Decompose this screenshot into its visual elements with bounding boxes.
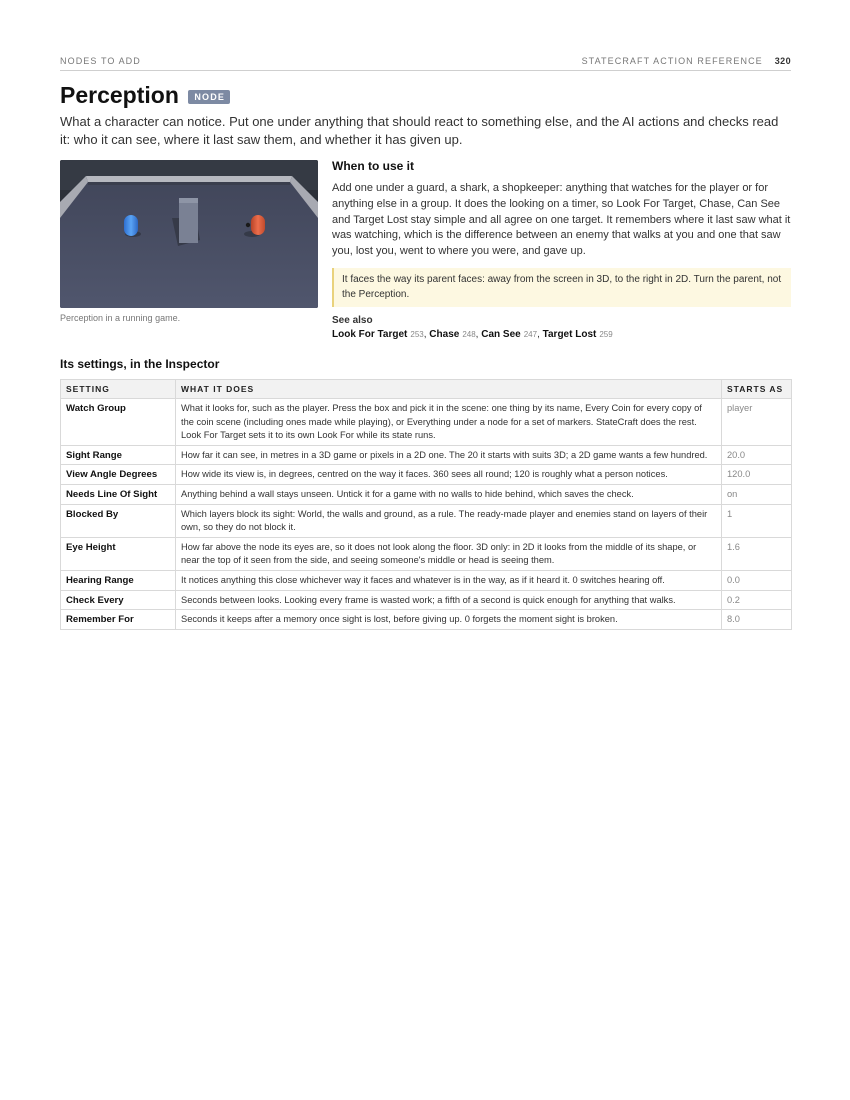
setting-description: Seconds it keeps after a memory once sight is lost, before giving up. 0 forgets the moment sight is broken. bbox=[176, 610, 722, 630]
see-also-page: 259 bbox=[599, 329, 613, 339]
setting-description: How wide its view is, in degrees, centred on the way it faces. 360 sees all round; 120 is roughly what a person notices. bbox=[176, 465, 722, 485]
see-also-links bbox=[332, 329, 791, 340]
node-badge: NODE bbox=[188, 90, 230, 104]
table-row bbox=[61, 399, 792, 446]
setting-default: 120.0 bbox=[722, 465, 792, 485]
see-also-separator: , bbox=[537, 328, 543, 340]
setting-default: on bbox=[722, 484, 792, 504]
setting-name: View Angle Degrees bbox=[61, 465, 176, 485]
table-row bbox=[61, 537, 792, 570]
player-capsule bbox=[124, 215, 138, 236]
see-also-name: Target Lost bbox=[542, 328, 597, 340]
setting-default: 8.0 bbox=[722, 610, 792, 630]
table-row bbox=[61, 484, 792, 504]
see-also-page: 247 bbox=[523, 329, 538, 339]
see-also-look-for-target[interactable] bbox=[332, 329, 424, 340]
setting-default: 0.0 bbox=[722, 570, 792, 590]
see-also-chase[interactable] bbox=[429, 329, 475, 340]
section-label: NODES TO ADD bbox=[60, 56, 141, 66]
pillar bbox=[179, 198, 198, 243]
setting-default: 0.2 bbox=[722, 590, 792, 610]
setting-default: player bbox=[722, 399, 792, 446]
setting-description: How far above the node its eyes are, so it does not look along the floor. 3D only: in 2D it looks from the middle of its shape, or near the top of it seen from the side, and seeing someone's middle or head is seeing them. bbox=[176, 537, 722, 570]
setting-description: It notices anything this close whichever way it faces and whatever is in the way, as if it heard it. 0 switches hearing off. bbox=[176, 570, 722, 590]
table-header-row bbox=[61, 380, 792, 399]
setting-name: Check Every bbox=[61, 590, 176, 610]
title-row bbox=[60, 82, 230, 109]
settings-heading: Its settings, in the Inspector bbox=[60, 357, 220, 371]
see-also-separator: , bbox=[423, 328, 430, 340]
see-also-page: 248 bbox=[462, 329, 476, 339]
table-row bbox=[61, 465, 792, 485]
see-also-page: 253 bbox=[410, 329, 424, 339]
facing-note: It faces the way its parent faces: away from the screen in 3D, to the right in 2D. Turn the parent, not the Perception. bbox=[332, 268, 791, 307]
setting-default: 1.6 bbox=[722, 537, 792, 570]
when-to-use-body: Add one under a guard, a shark, a shopkeeper: anything that watches for the player or for anything else in a group. It does the looking on a timer, so Look For Target, Chase, Can See and Target Lost stay simple and all agree on one target. It remembers where it last saw what it was watching, which is the difference between an enemy that walks at you and one that saw you, lost you, went to where you were, and gave up. bbox=[332, 182, 791, 258]
settings-table bbox=[60, 379, 792, 630]
see-also-can-see[interactable] bbox=[481, 329, 537, 340]
setting-name: Sight Range bbox=[61, 445, 176, 465]
setting-description: Anything behind a wall stays unseen. Untick it for a game with no walls to hide behind, which saves the check. bbox=[176, 484, 722, 504]
setting-description: How far it can see, in metres in a 3D game or pixels in a 2D one. The 20 it starts with suits 3D; a 2D game wants a few hundred. bbox=[176, 445, 722, 465]
see-also-name: Chase bbox=[429, 328, 460, 340]
table-row bbox=[61, 445, 792, 465]
back-wall bbox=[86, 176, 292, 182]
game-screenshot-figure bbox=[60, 160, 318, 323]
pillar-top bbox=[179, 198, 198, 203]
page-title: Perception bbox=[60, 82, 179, 108]
table-row bbox=[61, 610, 792, 630]
book-title-and-page bbox=[582, 56, 791, 66]
column-header-what-it-does: WHAT IT DOES bbox=[176, 380, 722, 399]
figure-caption: Perception in a running game. bbox=[60, 313, 181, 323]
table-row bbox=[61, 570, 792, 590]
page-number: 320 bbox=[774, 56, 791, 66]
setting-name: Needs Line Of Sight bbox=[61, 484, 176, 504]
see-also-heading: See also bbox=[332, 314, 373, 326]
setting-description: Which layers block its sight: World, the walls and ground, as a rule. The ready-made player and enemies stand on layers of their own, so they do not block it. bbox=[176, 504, 722, 537]
table-row bbox=[61, 504, 792, 537]
setting-default: 20.0 bbox=[722, 445, 792, 465]
enemy-capsule bbox=[251, 215, 265, 235]
setting-name: Blocked By bbox=[61, 504, 176, 537]
see-also-target-lost[interactable] bbox=[543, 329, 613, 340]
setting-description: Seconds between looks. Looking every frame is wasted work; a fifth of a second is quick enough for anything that walks. bbox=[176, 590, 722, 610]
column-header-starts-as: STARTS AS bbox=[722, 380, 792, 399]
enemy-eye bbox=[246, 223, 250, 227]
table-row bbox=[61, 590, 792, 610]
intro-paragraph: What a character can notice. Put one under anything that should react to something else, and the AI actions and checks read it: who it can see, where it last saw them, and whether it has given up. bbox=[60, 114, 779, 147]
when-to-use-panel bbox=[332, 159, 791, 340]
when-to-use-heading: When to use it bbox=[332, 159, 414, 173]
back-wall-shadow bbox=[88, 182, 290, 185]
see-also-separator: , bbox=[475, 328, 482, 340]
setting-description: What it looks for, such as the player. Press the box and pick it in the scene: one thing by its name, Every Coin for every copy of the coin scene (including ones made while playing), or Everything under a node for a set of markers. StateCraft does the rest. Look For Target sets it to its own Look For while its state runs. bbox=[176, 399, 722, 446]
see-also-name: Look For Target bbox=[332, 328, 408, 340]
game-screenshot bbox=[60, 160, 318, 308]
setting-name: Hearing Range bbox=[61, 570, 176, 590]
book-title: STATECRAFT ACTION REFERENCE bbox=[581, 56, 763, 66]
setting-default: 1 bbox=[722, 504, 792, 537]
setting-name: Watch Group bbox=[61, 399, 176, 446]
see-also-name: Can See bbox=[481, 328, 521, 340]
setting-name: Remember For bbox=[61, 610, 176, 630]
running-head bbox=[60, 55, 791, 71]
setting-name: Eye Height bbox=[61, 537, 176, 570]
column-header-setting: SETTING bbox=[61, 380, 176, 399]
